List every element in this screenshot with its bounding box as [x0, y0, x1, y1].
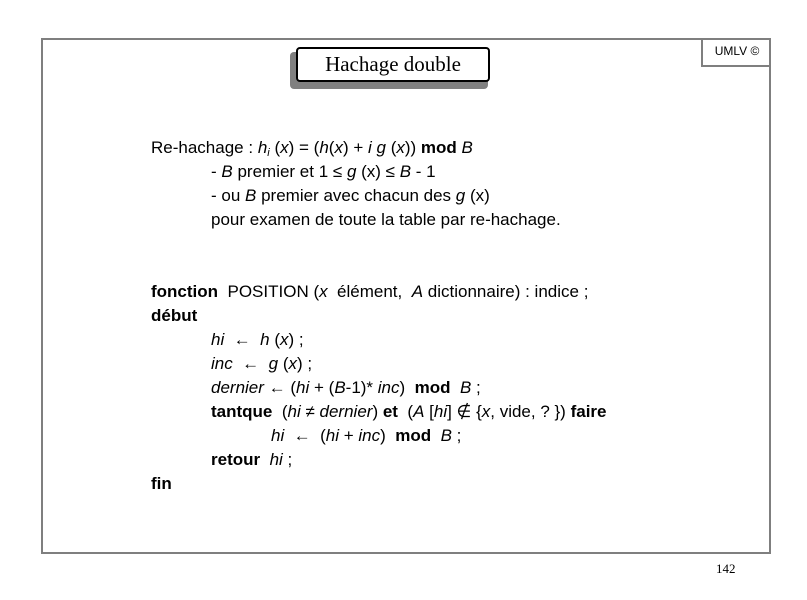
kw-retour: retour	[211, 450, 261, 469]
cond1-b2: B	[399, 162, 412, 181]
cond1-g: g	[346, 162, 357, 181]
umlv-badge: UMLV ©	[701, 38, 771, 67]
cond2-g: g	[455, 186, 466, 205]
kw-debut-text: début	[151, 306, 198, 325]
slide-title: Hachage double	[296, 47, 490, 82]
code-line-loop-body: hi ← (hi + inc) mod B ;	[271, 426, 462, 445]
code-line-retour: retour hi ;	[211, 450, 293, 469]
cond1-mid: premier et 1 ≤	[232, 162, 347, 181]
cond2-b: B	[245, 186, 257, 205]
cond2-mid: premier avec chacun des	[256, 186, 456, 205]
kw-mod-3: mod	[395, 426, 432, 445]
kw-fonction: fonction	[151, 282, 219, 301]
kw-fin-text: fin	[151, 474, 172, 493]
kw-fin	[151, 474, 172, 494]
rehash-formula: Re-hachage : $h_i$ (x) = (h(x) + i g (x)) mod B	[151, 138, 473, 159]
code-line-inc: inc ← g (x) ;	[211, 354, 313, 373]
cond1-prefix: -	[211, 162, 222, 181]
kw-tantque: tantque	[211, 402, 273, 421]
rehash-condition-1	[211, 162, 436, 182]
rehash-label: Re-hachage :	[151, 138, 254, 157]
rehash-condition-2	[211, 186, 490, 206]
code-line-hi: hi ← h (x) ;	[211, 330, 304, 349]
kw-et: et	[382, 402, 398, 421]
rehash-note: pour examen de toute la table par re-hachage.	[211, 210, 561, 229]
cond2-prefix: - ou	[211, 186, 246, 205]
cond1-suffix: - 1	[411, 162, 436, 181]
code-line-tantque: tantque (hi ≠ dernier) et (A [hi] ∉ {x, vide, ? }) faire	[211, 402, 607, 421]
kw-faire: faire	[570, 402, 607, 421]
kw-mod: mod	[420, 138, 457, 157]
function-signature: fonction POSITION (x élément, A dictionnaire) : indice ;	[151, 282, 589, 301]
cond1-b: B	[221, 162, 233, 181]
kw-mod-2: mod	[414, 378, 451, 397]
page-number: 142	[716, 561, 736, 576]
kw-debut	[151, 306, 197, 326]
cond2-suffix: (x)	[465, 186, 490, 205]
code-line-dernier: dernier ← (hi + (B-1)* inc) mod B ;	[211, 378, 481, 397]
cond1-arg: (x) ≤	[356, 162, 400, 181]
